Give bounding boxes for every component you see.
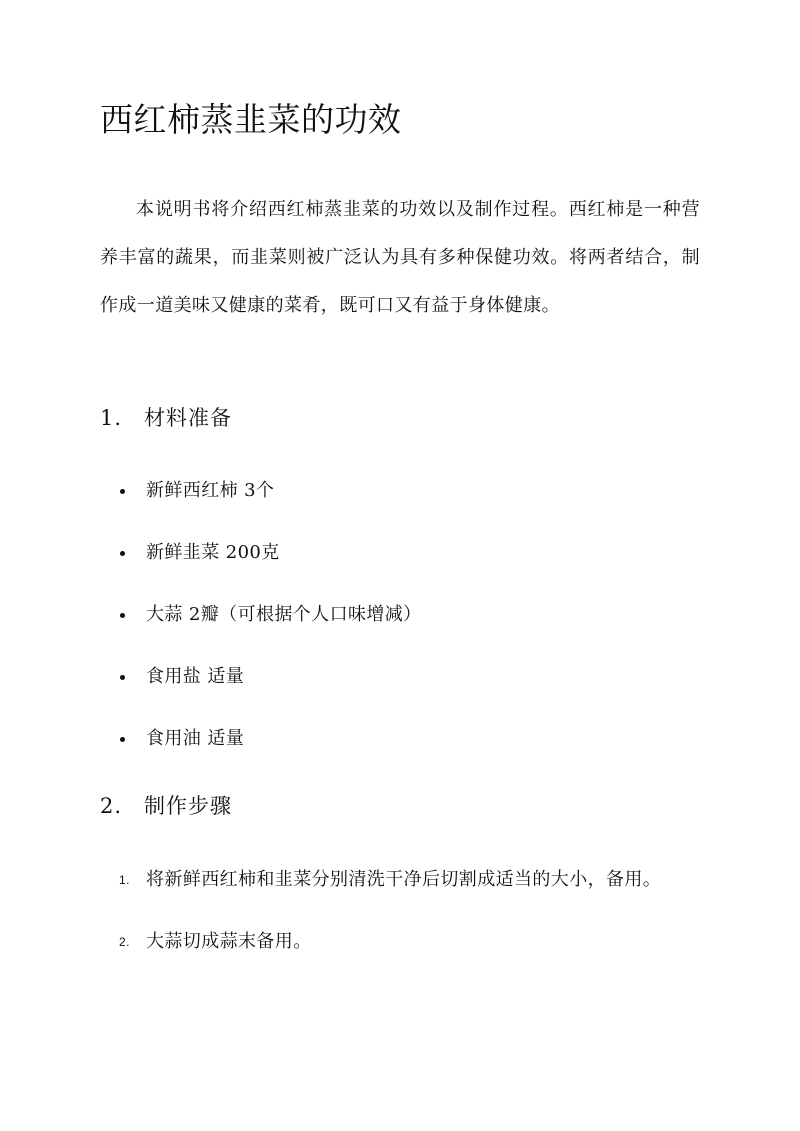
step-item — [100, 854, 700, 906]
section-title: 制作步骤 — [144, 794, 232, 818]
bullet-icon — [120, 675, 125, 680]
section-title: 材料准备 — [144, 406, 232, 430]
step-text: 大蒜切成蒜末备用。 — [146, 931, 312, 952]
list-item — [100, 590, 700, 652]
bullet-icon — [120, 551, 125, 556]
list-item — [100, 466, 700, 528]
step-item — [100, 916, 700, 968]
section-heading-materials — [100, 402, 232, 434]
section-heading-steps — [100, 790, 232, 822]
step-number: 2. — [119, 935, 130, 949]
intro-paragraph: 本说明书将介绍西红柿蒸韭菜的功效以及制作过程。西红柿是一种营养丰富的蔬果，而韭菜则被广泛认为具有多种保健功效。将两者结合，制作成一道美味又健康的菜肴，既可口又有益于身体健康。 — [100, 199, 700, 316]
bullet-icon — [120, 489, 125, 494]
list-item-text: 食用盐 适量 — [146, 666, 245, 687]
list-item — [100, 714, 700, 776]
bullet-icon — [120, 737, 125, 742]
list-item — [100, 652, 700, 714]
section-number: 2. — [100, 794, 123, 818]
steps-list — [100, 854, 700, 978]
list-item-text: 新鲜西红柿 3个 — [146, 480, 275, 501]
step-text: 将新鲜西红柿和韭菜分别清洗干净后切割成适当的大小，备用。 — [146, 869, 662, 890]
document-title: 西红柿蒸韭菜的功效 — [100, 100, 402, 139]
list-item — [100, 528, 700, 590]
step-number: 1. — [119, 873, 130, 887]
list-item-text: 大蒜 2瓣（可根据个人口味增减） — [146, 604, 422, 625]
list-item-text: 食用油 适量 — [146, 728, 245, 749]
bullet-icon — [120, 613, 125, 618]
materials-list — [100, 466, 700, 776]
section-number: 1. — [100, 406, 123, 430]
list-item-text: 新鲜韭菜 200克 — [146, 542, 280, 563]
